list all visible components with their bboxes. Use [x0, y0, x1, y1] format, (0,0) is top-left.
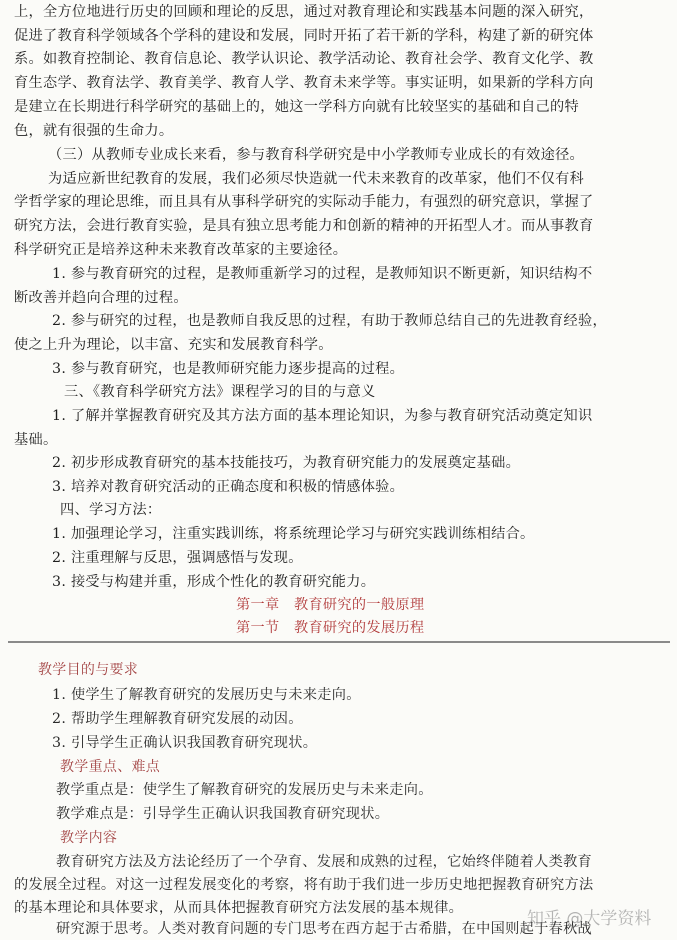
watermark: 知乎 @大学资料: [527, 909, 652, 929]
chapter-title: 第一章 教育研究的一般原理: [236, 597, 425, 613]
list-item: 3. 培养对教育研究活动的正确态度和积极的情感体验。: [52, 479, 405, 495]
difficult-point-line: 教学难点是：引导学生正确认识我国教育研究现状。: [56, 806, 390, 822]
paragraph-line: 教育研究方法及方法论经历了一个孕育、发展和成熟的过程，它始终伴随着人类教育: [56, 854, 593, 870]
list-item: 1. 使学生了解教育研究的发展历史与未来走向。: [52, 687, 361, 703]
paragraph-line: 的基本理论和具体要求，从而具体把握教育研究方法发展的基本规律。: [14, 900, 464, 916]
list-item-continuation: 使之上升为理论，以丰富、充实和发展教育科学。: [14, 337, 333, 353]
heading-teaching-goals: 教学目的与要求: [38, 662, 139, 678]
paragraph-line: 学哲学家的理论思维，而且具有从事科学研究的实际动手能力，有强烈的研究意识，掌握了: [14, 194, 594, 210]
paragraph-line: 研究源于思考。人类对教育问题的专门思考在西方起于古希腊，在中国则起于春秋战: [56, 921, 593, 937]
subheading-teacher-growth: （三）从教师专业成长来看，参与教育科学研究是中小学教师专业成长的有效途径。: [48, 147, 585, 163]
list-item: 1. 参与教育研究的过程，是教师重新学习的过程，是教师知识不断更新，知识结构不: [52, 266, 593, 282]
paragraph-line: 的发展全过程。对这一过程发展变化的考察，将有助于我们进一步历史地把握教育研究方法: [14, 877, 594, 893]
list-item: 3. 接受与构建并重，形成个性化的教育研究能力。: [52, 574, 376, 590]
section-heading-study-method: 四、学习方法：: [60, 502, 162, 518]
paragraph-line: 为适应新世纪教育的发展，我们必须尽快造就一代未来教育的改革家，他们不仅有科: [48, 171, 585, 187]
heading-teaching-content: 教学内容: [60, 830, 118, 846]
list-item: 1. 了解并掌握教育研究及其方法方面的基本理论知识，为参与教育研究活动奠定知识: [52, 408, 593, 424]
list-item: 2. 参与研究的过程，也是教师自我反思的过程，有助于教师总结自己的先进教育经验，: [52, 313, 607, 329]
heading-key-points: 教学重点、难点: [60, 759, 161, 775]
list-item: 1. 加强理论学习，注重实践训练，将系统理论学习与研究实践训练相结合。: [52, 526, 535, 542]
list-item: 2. 注重理解与反思，强调感悟与发现。: [52, 550, 303, 566]
list-item: 3. 引导学生正确认识我国教育研究现状。: [52, 735, 318, 751]
list-item: 2. 帮助学生理解教育研究发展的动因。: [52, 711, 303, 727]
paragraph-line: 科学研究正是培养这种未来教育改革家的主要途径。: [14, 242, 348, 258]
paragraph-line: 育生态学、教育法学、教育美学、教育人学、教育未来学等。事实证明，如果新的学科方向: [14, 75, 594, 91]
page-divider: [8, 641, 670, 643]
paragraph-line: 研究方法，会进行教育实验，是具有独立思考能力和创新的精神的开拓型人才。而从事教育: [14, 218, 594, 234]
list-item-continuation: 断改善并趋向合理的过程。: [14, 290, 188, 306]
paragraph-line: 上，全方位地进行历史的回顾和理论的反思，通过对教育理论和实践基本问题的深入研究，: [14, 4, 594, 20]
list-item: 2. 初步形成教育研究的基本技能技巧，为教育研究能力的发展奠定基础。: [52, 455, 521, 471]
key-point-line: 教学重点是：使学生了解教育研究的发展历史与未来走向。: [56, 782, 433, 798]
section-heading-course-purpose: 三、《教育科学研究方法》课程学习的目的与意义: [64, 384, 376, 400]
paragraph-line: 是建立在长期进行科学研究的基础上的，她这一学科方向就有比较坚实的基础和自己的特: [14, 99, 580, 115]
list-item: 3. 参与教育研究，也是教师研究能力逐步提高的过程。: [52, 361, 405, 377]
list-item-continuation: 基础。: [14, 432, 58, 448]
paragraph-line: 色，就有很强的生命力。: [14, 123, 174, 139]
section-title: 第一节 教育研究的发展历程: [236, 620, 425, 636]
paragraph-line: 系。如教育控制论、教育信息论、教学认识论、教学活动论、教育社会学、教育文化学、教: [14, 51, 594, 67]
paragraph-line: 促进了教育科学领域各个学科的建设和发展，同时开拓了若干新的学科，构建了新的研究体: [14, 28, 594, 44]
